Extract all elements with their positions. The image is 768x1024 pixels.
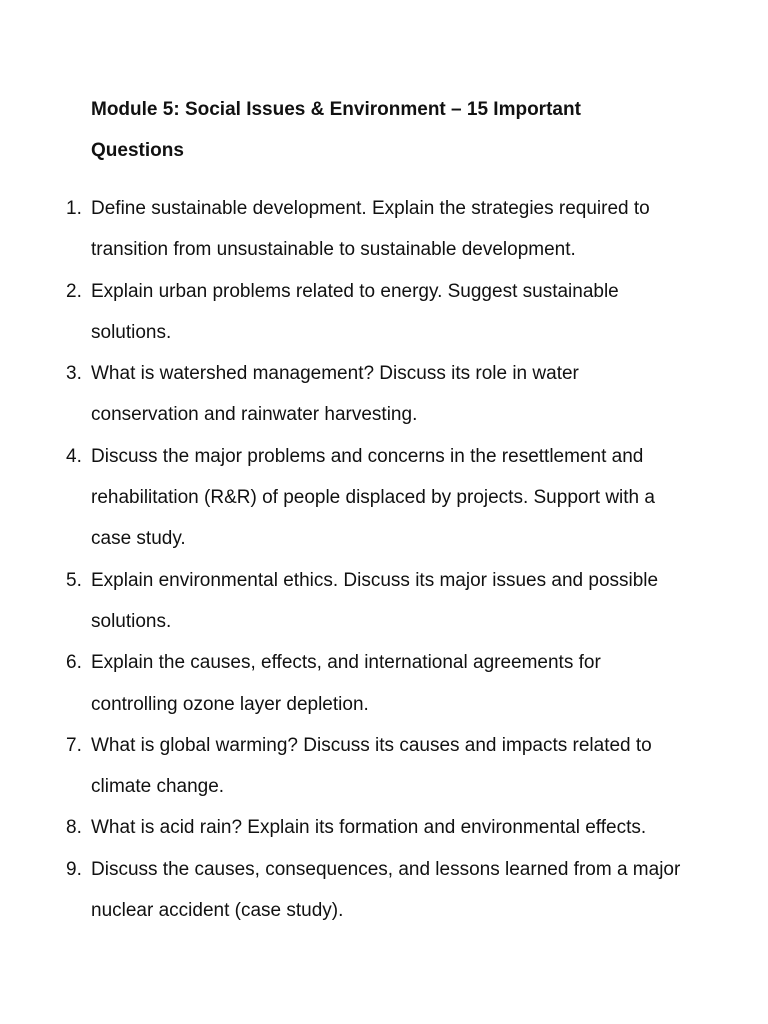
question-item [0, 353, 691, 436]
question-text: What is acid rain? Explain its formation and environmental effects. [91, 817, 647, 839]
question-item [0, 642, 691, 725]
question-text: What is global warming? Discuss its causes and impacts related to climate change. [91, 734, 652, 798]
question-text: What is watershed management? Discuss its role in water conservation and rainwater harvesting. [91, 363, 579, 426]
question-item [0, 725, 691, 808]
question-text: Explain environmental ethics. Discuss its major issues and possible solutions. [91, 569, 659, 632]
question-item [0, 271, 691, 354]
question-number: 3. [66, 363, 82, 385]
document-title: Module 5: Social Issues & Environment – 15 Important Questions [91, 99, 581, 161]
question-item [0, 436, 691, 560]
question-text: Explain the causes, effects, and international agreements for controlling ozone layer depletion. [91, 652, 601, 715]
question-number: 7. [66, 734, 82, 756]
question-number: 1. [66, 198, 82, 219]
question-list [0, 188, 768, 931]
question-item [0, 849, 691, 932]
question-text: Define sustainable development. Explain the strategies required to transition from unsustainable to sustainable development. [91, 198, 650, 261]
question-number: 2. [66, 280, 82, 302]
question-item [0, 188, 691, 271]
question-number: 6. [66, 652, 82, 674]
question-number: 8. [66, 817, 82, 839]
question-text: Explain urban problems related to energy. Suggest sustainable solutions. [91, 280, 619, 343]
question-number: 5. [66, 569, 82, 591]
question-number: 4. [66, 445, 82, 467]
question-text: Discuss the major problems and concerns in the resettlement and rehabilitation (R&R) of people displaced by projects. Support with a case study. [91, 445, 655, 550]
question-number: 9. [66, 858, 82, 880]
question-item [0, 560, 691, 643]
question-text: Discuss the causes, consequences, and lessons learned from a major nuclear accident (case study). [91, 858, 681, 922]
question-item [0, 807, 691, 848]
